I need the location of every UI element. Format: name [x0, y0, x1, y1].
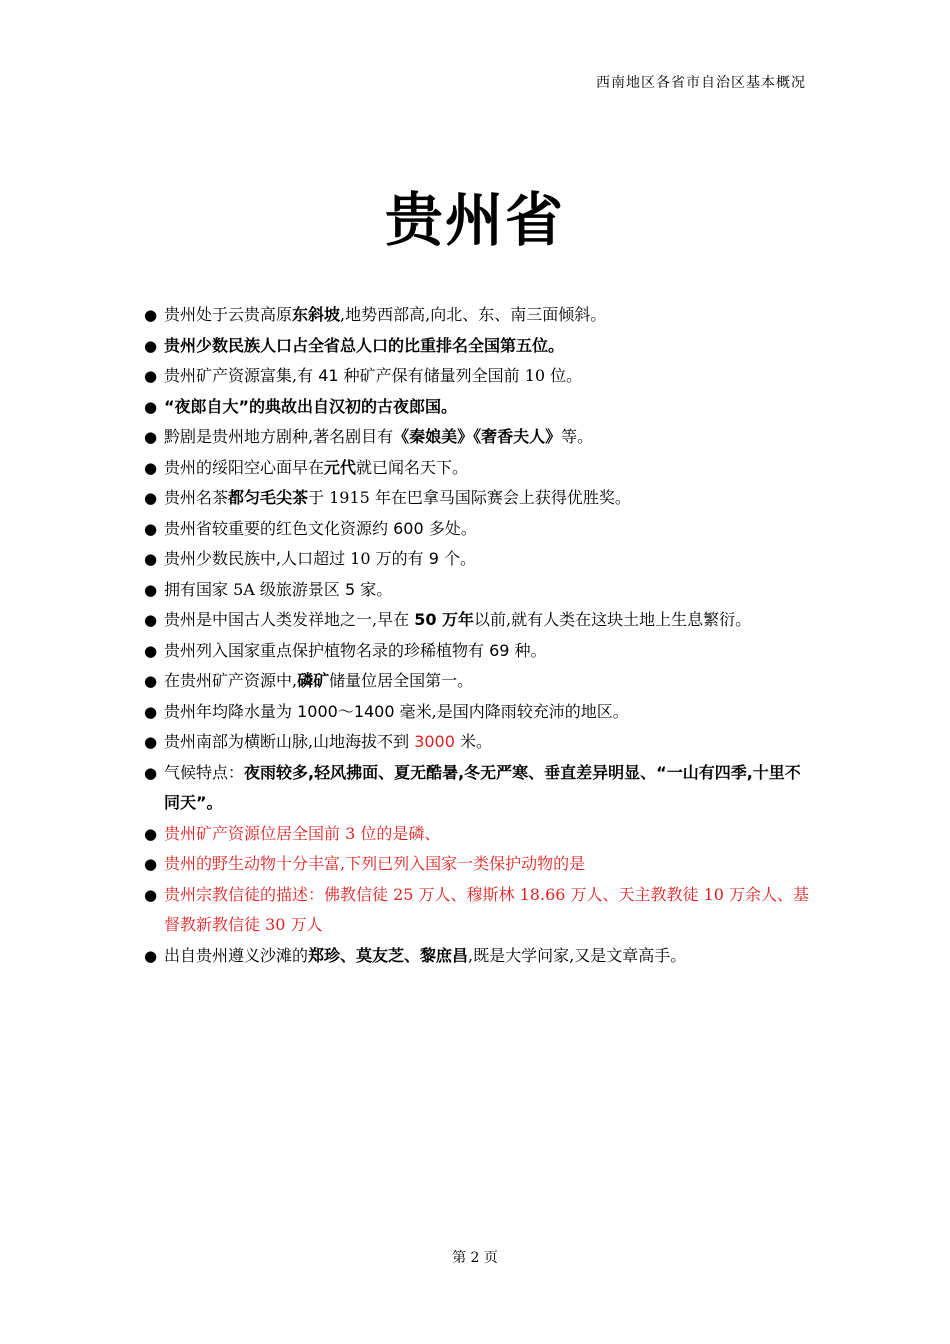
- list-item: [144, 605, 812, 636]
- list-item-text: 50 万年: [414, 610, 475, 629]
- list-item-text: 多处。: [423, 518, 477, 538]
- list-item-text: 就已闻名天下。: [356, 457, 469, 477]
- bullet-icon: ●: [144, 519, 158, 538]
- list-item-text: 于 1915 年在巴拿马国际赛会上获得优胜奖。: [308, 488, 631, 507]
- list-item-text: 等。: [561, 427, 594, 446]
- list-item-text: 以前,就有人类在这块土地上生息繁衍。: [474, 610, 752, 629]
- fact-list: [144, 300, 812, 971]
- list-item-text: 磷矿: [297, 671, 330, 690]
- list-item: [144, 819, 812, 850]
- list-item-text: 贵州少数民族人口占全省总人口的比重排名全国第五位。: [164, 335, 565, 355]
- list-item-text: 出自贵州遵义沙滩的: [164, 945, 309, 965]
- list-item-text: 毫米,是国内降雨较充沛的地区。: [394, 701, 629, 721]
- list-item-text: 9: [428, 549, 439, 568]
- list-item-text: 贵州的绥阳空心面早在: [164, 457, 325, 477]
- list-item-text: 贵州少数民族中,人口超过 10 万的有: [164, 549, 429, 568]
- list-item: [144, 361, 812, 392]
- bullet-icon: ●: [144, 367, 158, 385]
- list-item: [144, 758, 812, 819]
- bullet-icon: ●: [144, 763, 158, 782]
- list-item: [144, 300, 812, 331]
- bullet-icon: ●: [144, 885, 158, 904]
- list-item-text: 米。: [454, 732, 492, 751]
- list-item-text: 在贵州矿产资源中,: [164, 671, 298, 690]
- list-item: [144, 422, 812, 453]
- list-item-text: 69: [489, 640, 510, 660]
- list-item: [144, 697, 812, 728]
- list-item-text: ,地势西部高,向北、东、南三面倾斜。: [340, 305, 607, 324]
- running-header: 西南地区各省市自治区基本概况: [596, 75, 806, 91]
- list-item-text: 3000: [414, 732, 455, 751]
- list-item-text: 拥有国家 5A 级旅游景区: [164, 579, 345, 599]
- list-item: [144, 392, 812, 423]
- list-item-text: 种矿产保有储量列全国前 10 位。: [338, 366, 583, 385]
- list-item-text: 贵州省较重要的红色文化资源约: [164, 518, 394, 538]
- list-item: [144, 575, 812, 606]
- bullet-icon: ●: [144, 550, 158, 568]
- list-item-text: 41: [318, 366, 339, 385]
- list-item-text: 600: [393, 518, 424, 538]
- list-item-text: 储量位居全国第一。: [329, 671, 474, 690]
- list-item-text: 气候特点：: [164, 762, 245, 782]
- list-item-text: 贵州处于云贵高原: [164, 305, 293, 324]
- bullet-icon: ●: [144, 824, 158, 843]
- bullet-icon: ●: [144, 733, 158, 751]
- bullet-icon: ●: [144, 641, 158, 660]
- list-item-text: 贵州是中国古人类发祥地之一,早在: [164, 610, 415, 629]
- bullet-icon: ●: [144, 458, 158, 477]
- bullet-icon: ●: [144, 702, 158, 721]
- bullet-icon: ●: [144, 580, 158, 599]
- list-item: [144, 544, 812, 575]
- bullet-icon: ●: [144, 946, 158, 965]
- list-item-text: 夜雨较多,轻风拂面、夏无酷暑,冬无严寒、垂直差异明显、“一山有四季,十里不同天”。: [164, 762, 801, 812]
- bullet-icon: ●: [144, 428, 158, 446]
- list-item-text: 贵州的野生动物十分丰富,下列已列入国家一类保护动物的是: [164, 854, 586, 873]
- list-item-text: 个。: [438, 549, 476, 568]
- bullet-icon: ●: [144, 855, 158, 873]
- bullet-icon: ●: [144, 611, 158, 629]
- list-item-text: 家。: [355, 579, 393, 599]
- list-item: [144, 514, 812, 545]
- bullet-icon: ●: [144, 336, 158, 355]
- list-item-text: 贵州年均降水量为: [164, 701, 298, 721]
- list-item: [144, 727, 812, 758]
- bullet-icon: ●: [144, 397, 158, 416]
- list-item-text: 东斜坡: [292, 305, 341, 324]
- list-item-text: 种。: [509, 640, 547, 660]
- list-item-text: 元代: [324, 457, 357, 477]
- list-item-text: 贵州列入国家重点保护植物名录的珍稀植物有: [164, 640, 490, 660]
- list-item-text: ,既是大学问家,又是文章高手。: [468, 945, 687, 965]
- list-item: [144, 849, 812, 880]
- bullet-icon: ●: [144, 672, 158, 690]
- list-item-text: 贵州宗教信徒的描述：佛教信徒 25 万人、穆斯林 18.66 万人、天主教教徒 10 万余人、基督教新教信徒 30 万人: [164, 884, 810, 934]
- list-item-text: 贵州名茶: [164, 488, 229, 507]
- bullet-icon: ●: [144, 489, 158, 507]
- list-item: [144, 453, 812, 484]
- list-item-text: 1000～1400: [297, 701, 395, 721]
- page-title: 贵州省: [384, 186, 565, 254]
- list-item-text: 都匀毛尖茶: [228, 488, 309, 507]
- list-item-text: 郑珍、莫友芝、黎庶昌: [308, 945, 469, 965]
- list-item-text: 贵州南部为横断山脉,山地海拔不到: [164, 732, 415, 751]
- list-item: [144, 666, 812, 697]
- list-item: [144, 331, 812, 362]
- list-item: [144, 636, 812, 667]
- list-item: [144, 880, 812, 941]
- list-item-text: 黔剧是贵州地方剧种,著名剧目有: [164, 427, 394, 446]
- list-item-text: 《秦娘美》《奢香夫人》: [393, 427, 562, 446]
- bullet-icon: ●: [144, 306, 158, 324]
- list-item-text: 贵州矿产资源位居全国前 3 位的是磷、: [164, 823, 441, 843]
- list-item: [144, 941, 812, 972]
- list-item-text: “夜郎自大”的典故出自汉初的古夜郎国。: [164, 396, 458, 416]
- page-number: 第 2 页: [452, 1250, 498, 1266]
- list-item-text: 5: [345, 579, 356, 599]
- list-item-text: 贵州矿产资源富集,有: [164, 366, 319, 385]
- list-item: [144, 483, 812, 514]
